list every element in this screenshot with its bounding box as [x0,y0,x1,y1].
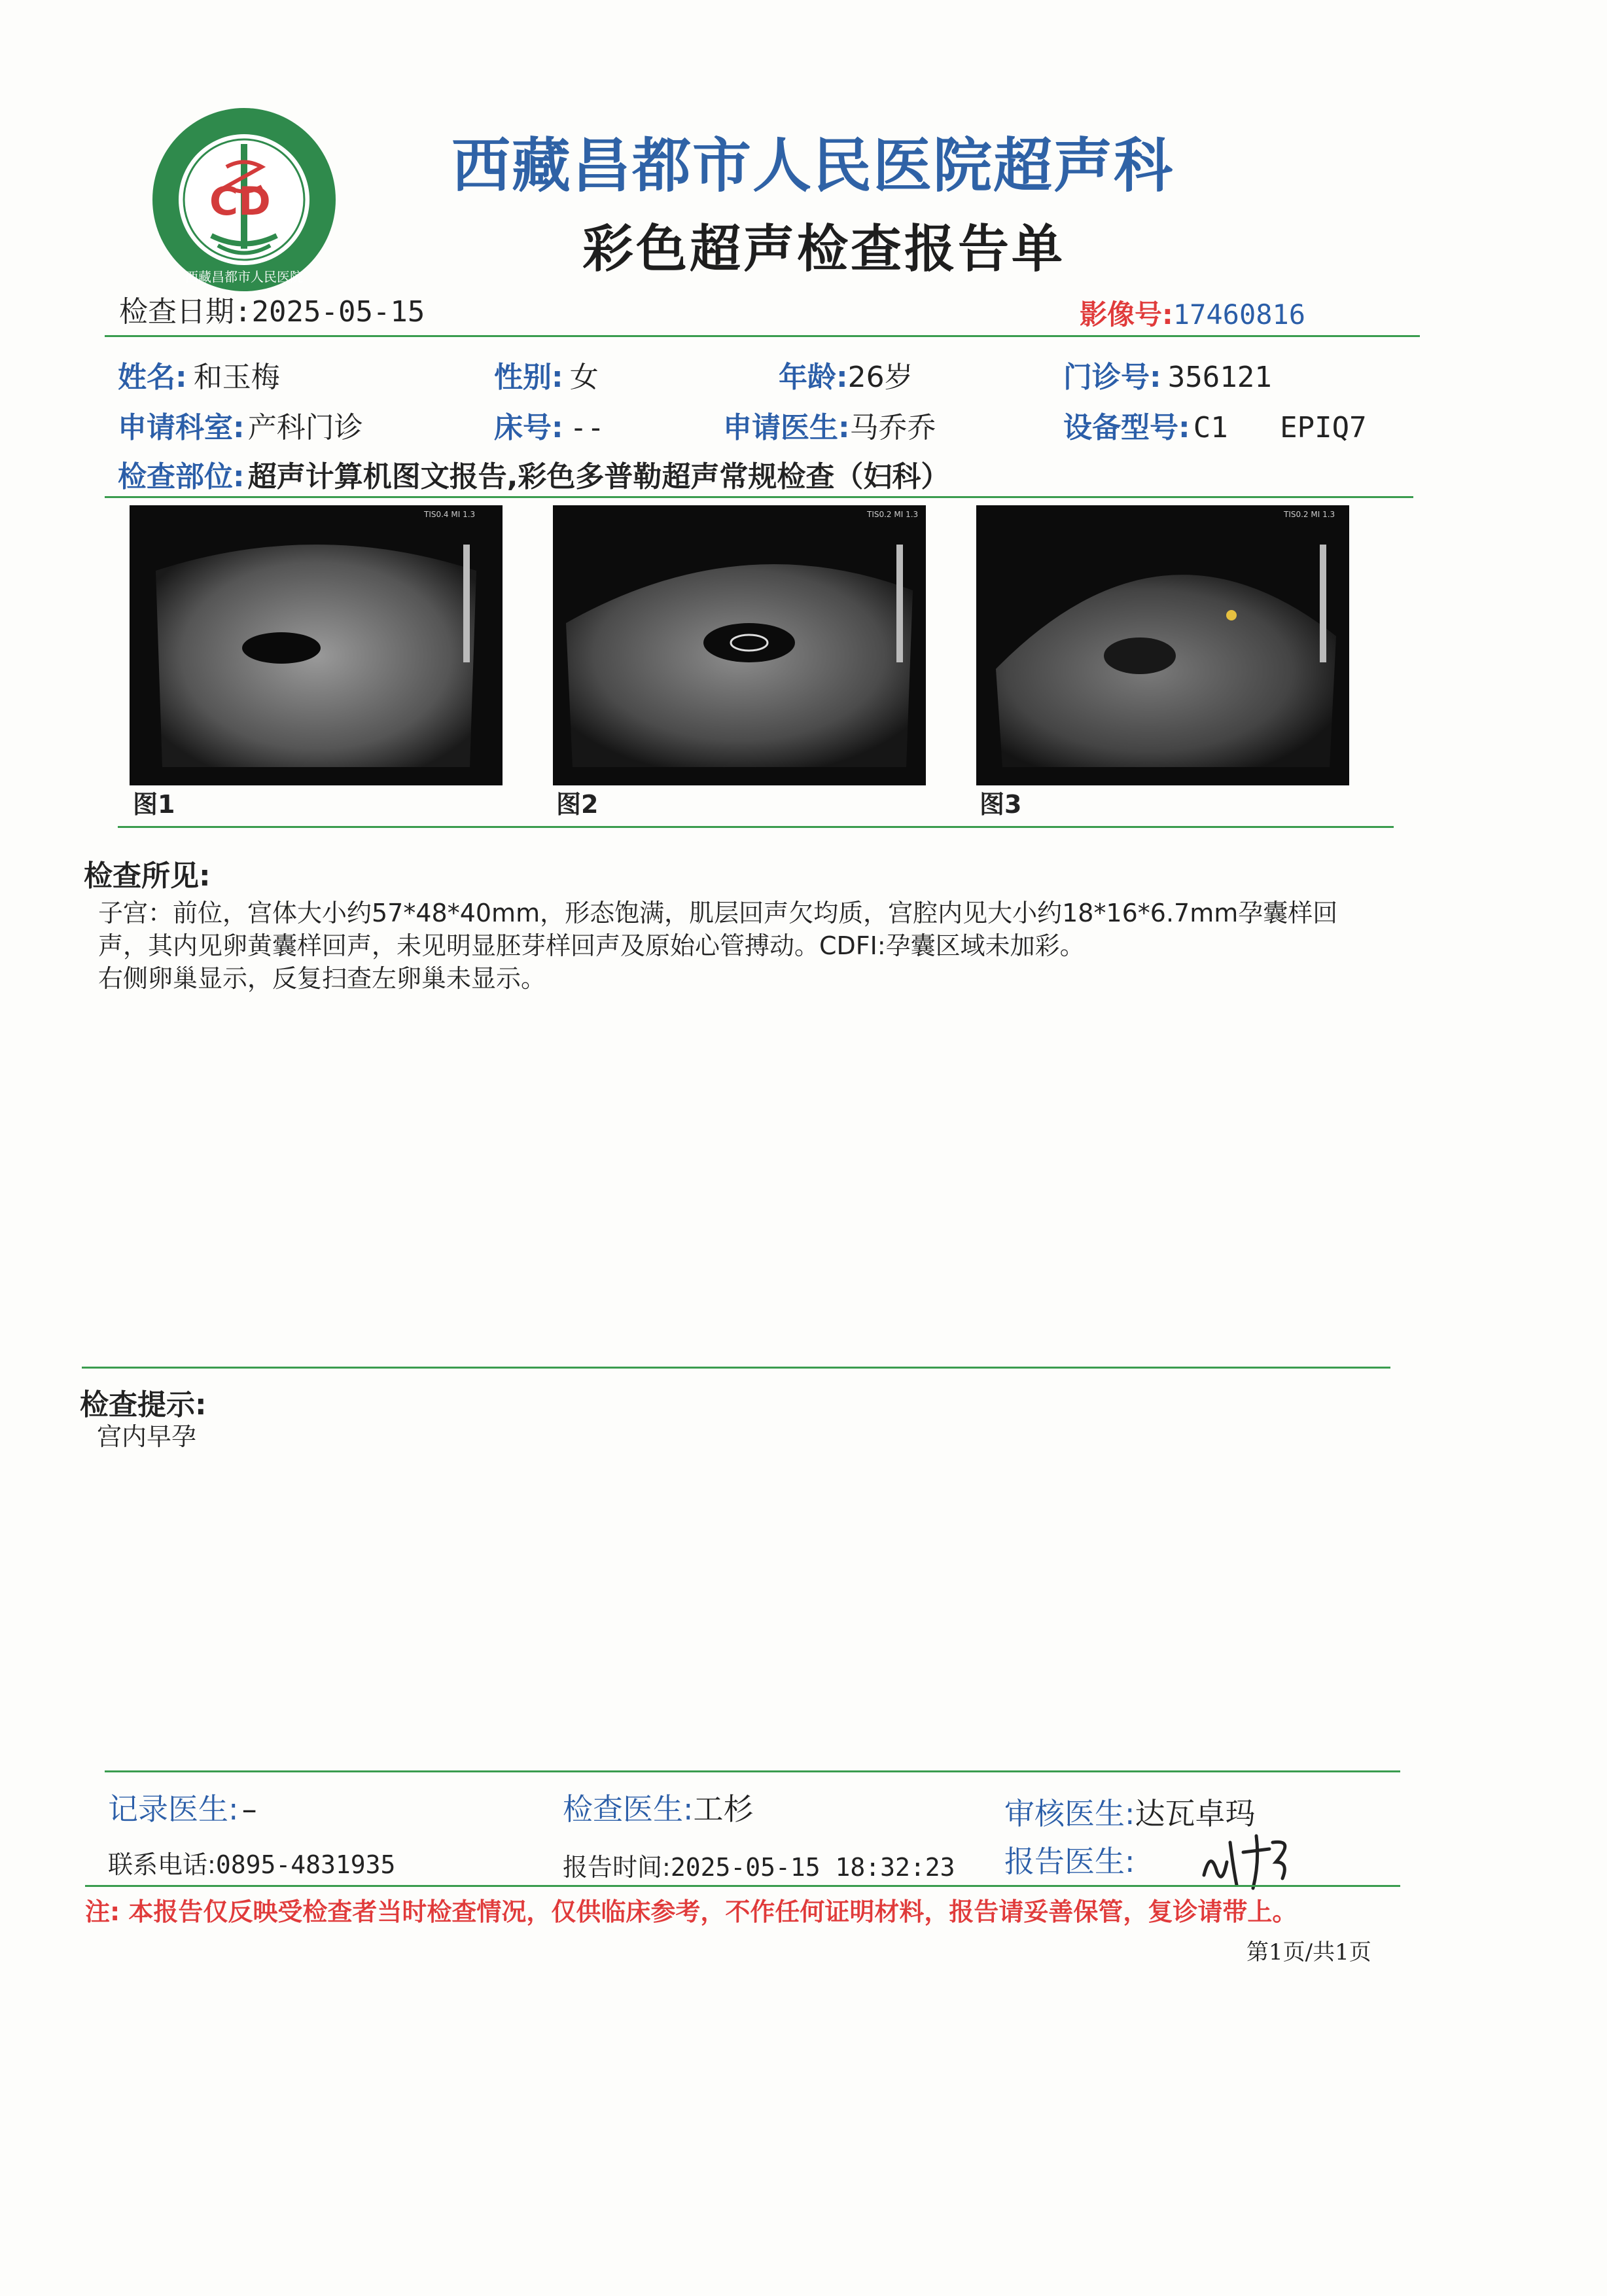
field-bed [494,404,605,446]
ultrasound-image-2 [553,505,926,785]
reviewer-label: 审核医生: [1004,1796,1135,1831]
conclusion-text: 宫内早孕 [97,1422,197,1451]
field-clinic-no [1063,353,1272,395]
bed-label: 床号: [494,411,563,444]
ultrasound-image-1 [130,505,503,785]
field-age [779,353,913,395]
report-title: 彩色超声检查报告单 [582,220,1066,279]
name-label: 姓名: [118,361,187,394]
svg-text:TIS0.4 MI 1.3: TIS0.4 MI 1.3 [424,510,476,519]
field-exam-part [118,453,949,495]
recorder-label: 记录医生: [108,1791,239,1827]
field-gender [494,353,599,395]
reviewer-value: 达瓦卓玛 [1135,1796,1256,1831]
hospital-name: 西藏昌都市人民医院超声科 [451,132,1174,200]
examiner-row [563,1785,754,1829]
image-no-row [1080,293,1305,332]
divider-notice [85,1885,1400,1887]
clinic-no-value: 356121 [1167,361,1272,394]
hospital-logo [149,105,339,295]
phone-label: 联系电话: [108,1850,216,1879]
reporter-row [1004,1838,1135,1881]
examiner-value: 工杉 [693,1791,754,1827]
device-value: C1 EPIQ7 [1193,411,1367,444]
findings-line: 子宫：前位，宫体大小约57*48*40mm，形态饱满，肌层回声欠均质，宫腔内见大小约18*16*6.7mm孕囊样回 [98,899,1338,927]
findings-title: 检查所见: [84,859,211,893]
report-time-label: 报告时间: [563,1853,671,1882]
exam-date-row [119,288,425,330]
image-caption-1: 图1 [133,790,175,819]
divider-footer [105,1770,1400,1772]
name-value: 和玉梅 [193,361,280,394]
exam-part-value: 超声计算机图文报告,彩色多普勒超声常规检查（妇科） [247,460,950,493]
divider-findings [82,1367,1390,1369]
doctor-value: 马乔乔 [849,411,936,444]
image-no-label: 影像号: [1080,298,1173,331]
field-name [118,353,280,395]
dept-label: 申请科室: [118,411,245,444]
reporter-signature [1197,1823,1315,1895]
image-no-value: 17460816 [1173,298,1306,331]
phone-row [108,1844,395,1880]
dept-value: 产科门诊 [247,411,363,444]
report-time-row [563,1847,955,1883]
field-dept [118,404,363,446]
age-label: 年龄: [779,361,848,394]
image-caption-3: 图3 [980,790,1022,819]
divider-info [105,496,1413,498]
conclusion-title: 检查提示: [80,1388,207,1422]
logo-letters: CD [209,179,271,224]
gender-label: 性别: [494,361,563,394]
recorder-value: – [241,1791,257,1827]
report-time-value: 2025-05-15 18:32:23 [670,1853,955,1882]
findings-line: 右侧卵巢显示，反复扫查左卵巢未显示。 [98,964,546,993]
exam-date-label: 检查日期: [119,295,252,329]
page-number: 第1页/共1页 [1246,1939,1371,1965]
svg-text:TIS0.2 MI 1.3: TIS0.2 MI 1.3 [1284,510,1335,519]
divider-top [105,335,1420,337]
phone-value: 0895-4831935 [215,1850,396,1879]
image-caption-2: 图2 [556,790,599,819]
reporter-label: 报告医生: [1004,1844,1135,1879]
svg-text:TIS0.2 MI 1.3: TIS0.2 MI 1.3 [867,510,919,519]
recorder-row [108,1785,257,1829]
exam-part-label: 检查部位: [118,460,245,493]
findings-line: 声，其内见卵黄囊样回声，未见明显胚芽样回声及原始心管搏动。CDFI:孕囊区域未加彩。 [98,931,1085,960]
logo-ring-text: 西藏昌都市人民医院 [185,269,303,285]
divider-images [118,826,1394,828]
exam-date-value: 2025-05-15 [251,295,425,329]
examiner-label: 检查医生: [563,1791,694,1827]
clinic-no-label: 门诊号: [1063,361,1161,394]
gender-value: 女 [569,361,599,394]
doctor-label: 申请医生: [723,411,850,444]
field-doctor [723,404,936,446]
field-device [1063,404,1367,446]
ultrasound-image-3 [976,505,1349,785]
age-value: 26岁 [847,361,913,394]
device-label: 设备型号: [1063,411,1190,444]
report-notice: 注: 本报告仅反映受检查者当时检查情况，仅供临床参考，不作任何证明材料，报告请妥善保管，复诊请带上。 [85,1897,1298,1926]
findings-body [98,897,1407,995]
bed-value: -- [569,411,605,444]
